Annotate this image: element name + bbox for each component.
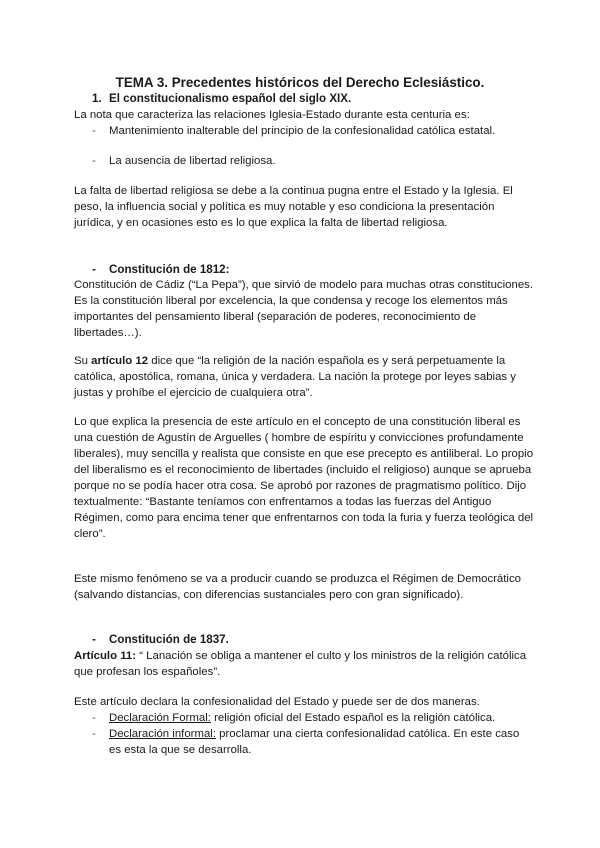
list-item [92,123,532,139]
list-item-text [109,726,532,758]
article-12-paragraph [74,353,534,401]
list-item-text: La ausencia de libertad religiosa. [109,155,276,167]
heading-text: Constitución de 1812: [109,263,230,276]
constitution-1837-heading [92,632,229,648]
term: Declaración Formal: [109,712,211,724]
article-11-label: Artículo 11: [74,650,137,662]
bullet-dash: - [92,263,96,276]
text-span: “ Lanación se obliga a mantener el culto y los ministros de la religión católica que profesan los españoles”. [74,650,527,678]
section-heading [92,91,351,107]
paragraph: Este artículo declara la confesionalidad del Estado y puede ser de dos maneras. [74,696,480,708]
term: Declaración informal: [109,728,216,740]
text-span: religión oficial del Estado español es la religión católica. [210,712,496,724]
article-12-label: artículo 12 [91,355,149,367]
text-span: dice que “la religión de la nación española es y será perpetuamente la católica, apostólica, romana, única y verdadera. La nación la protege por leyes sabias y justas y prohíbe el ejercicio de cualquiera otra”. [74,355,516,399]
list-item-text: Mantenimiento inalterable del principio de la confesionalidad católica estatal. [109,125,496,137]
bullet-dash: - [92,712,96,724]
list-item-text [109,710,532,726]
section-number: 1. [92,92,102,105]
heading-text: Constitución de 1837. [109,633,229,646]
paragraph: Lo que explica la presencia de este artículo en el concepto de una constitución liberal es una cuestión de Agustín de Arguelles ( hombre de espíritu y convicciones profundamente liberales), muy sencilla y realista que consiste en que ese precepto es antiliberal. Lo propio del liberalismo es el reconocimiento de libertades (incluido el religioso) aunque se aprueba porque no se podía hacer otra cosa. Se aprobó por razones de pragmatismo político. Dijo textualmente: “Bastante teníamos con enfrentarnos a todas las fuerzas del Antiguo Régimen, como para encima tener que enfrentarnos con toda la furia y fuerza teológica del clero”. [74,416,534,540]
constitution-1812-heading [92,262,229,278]
list-item [92,710,532,726]
bullet-dash: - [92,125,96,137]
paragraph: La falta de libertad religiosa se debe a la continua pugna entre el Estado y la Iglesia. El peso, la influencia social y política es muy notable y eso condiciona la presentación jurídica, y en ocasiones esto es lo que explica la falta de libertad religiosa. [74,185,513,229]
section-heading-text: El constitucionalismo español del siglo XIX. [109,92,352,105]
paragraph: Constitución de Cádiz (“La Pepa”), que sirvió de modelo para muchas otras constituciones. Es la constitución liberal por excelencia, la que condensa y recoge los elementos más importantes del pensamiento liberal (separación de poderes, reconocimiento de libertades…). [74,279,534,339]
bullet-dash: - [92,633,96,646]
document-title: TEMA 3. Precedentes históricos del Derecho Eclesiástico. [115,75,485,90]
text-span: Su [74,355,92,367]
list-item [92,726,532,758]
intro-paragraph: La nota que caracteriza las relaciones Iglesia-Estado durante esta centuria es: [74,109,470,121]
bullet-dash: - [92,728,96,740]
list-item [92,153,532,169]
bullet-dash: - [92,155,96,167]
article-11-paragraph [74,648,534,680]
text-span: proclamar una cierta confesionalidad católica. En este caso es esta la que se desarrolla. [109,728,520,756]
paragraph: Este mismo fenómeno se va a producir cuando se produzca el Régimen de Democrático (salvando distancias, con diferencias sustanciales pero con gran significado). [74,573,521,601]
